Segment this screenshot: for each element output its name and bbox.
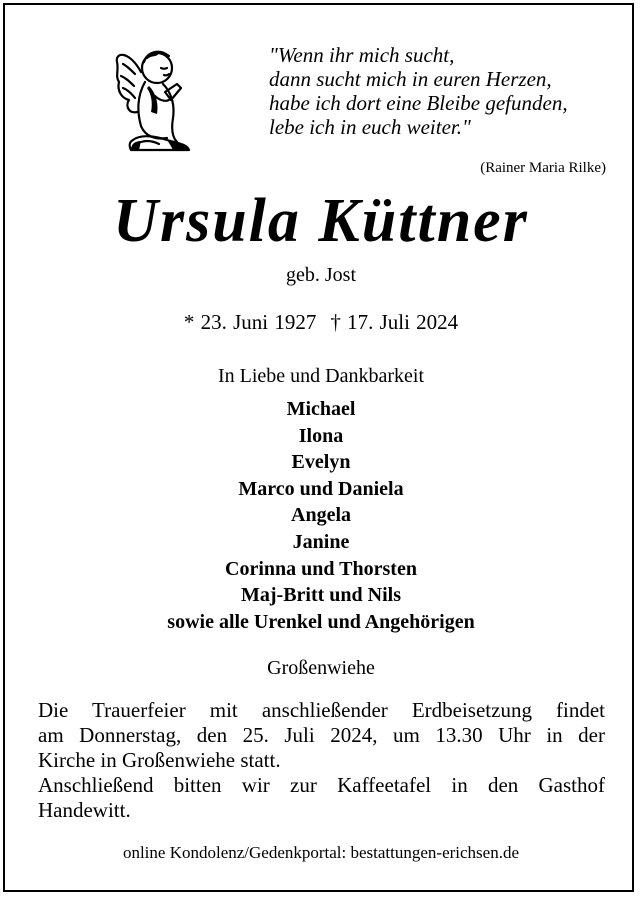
quote-author: (Rainer Maria Rilke): [480, 160, 606, 176]
ceremony-line: Handewitt.: [38, 798, 131, 822]
place-name: Großenwiehe: [267, 657, 375, 679]
mourners-intro: In Liebe und Dankbarkeit: [217, 365, 425, 387]
praying-angel-icon: [111, 42, 193, 157]
quote-line: "Wenn ihr mich sucht,: [269, 43, 455, 67]
mourners-list: [0, 396, 642, 635]
ceremony-line: Die Trauerfeier mit anschließender Erdbeisetzung findet: [38, 698, 605, 722]
deceased-name: Ursula Küttner: [113, 187, 529, 255]
mourner-name: Ilona: [298, 424, 344, 447]
mourner-name: Maj-Britt und Nils: [241, 584, 401, 607]
mourner-name: Corinna und Thorsten: [225, 557, 417, 580]
life-dates: [0, 309, 642, 335]
ceremony-line: Anschließend bitten wir zur Kaffeetafel in den Gasthof: [38, 773, 605, 797]
quote-line: habe ich dort eine Bleibe gefunden,: [269, 91, 568, 115]
mourner-name: Michael: [286, 398, 356, 420]
birth-name: geb. Jost: [286, 264, 356, 286]
mourner-name: Evelyn: [291, 451, 351, 474]
mourner-name: Janine: [292, 530, 350, 553]
rilke-quote: [269, 43, 629, 139]
quote-line: dann sucht mich in euren Herzen,: [269, 67, 552, 91]
ceremony-line: Kirche in Großenwiehe statt.: [38, 748, 281, 772]
mourner-name: sowie alle Urenkel und Angehörigen: [167, 610, 475, 633]
birth-date: * 23. Juni 1927: [183, 310, 317, 334]
mourner-name: Marco und Daniela: [238, 477, 404, 500]
death-date: † 17. Juli 2024: [330, 310, 459, 334]
ceremony-text: [38, 698, 605, 823]
mourner-name: Angela: [291, 504, 351, 527]
quote-line: lebe ich in euch weiter.": [269, 115, 471, 139]
ceremony-line: am Donnerstag, den 25. Juli 2024, um 13.30 Uhr in der: [38, 723, 605, 747]
condolence-portal: online Kondolenz/Gedenkportal: bestattungen-erichsen.de: [122, 843, 520, 862]
